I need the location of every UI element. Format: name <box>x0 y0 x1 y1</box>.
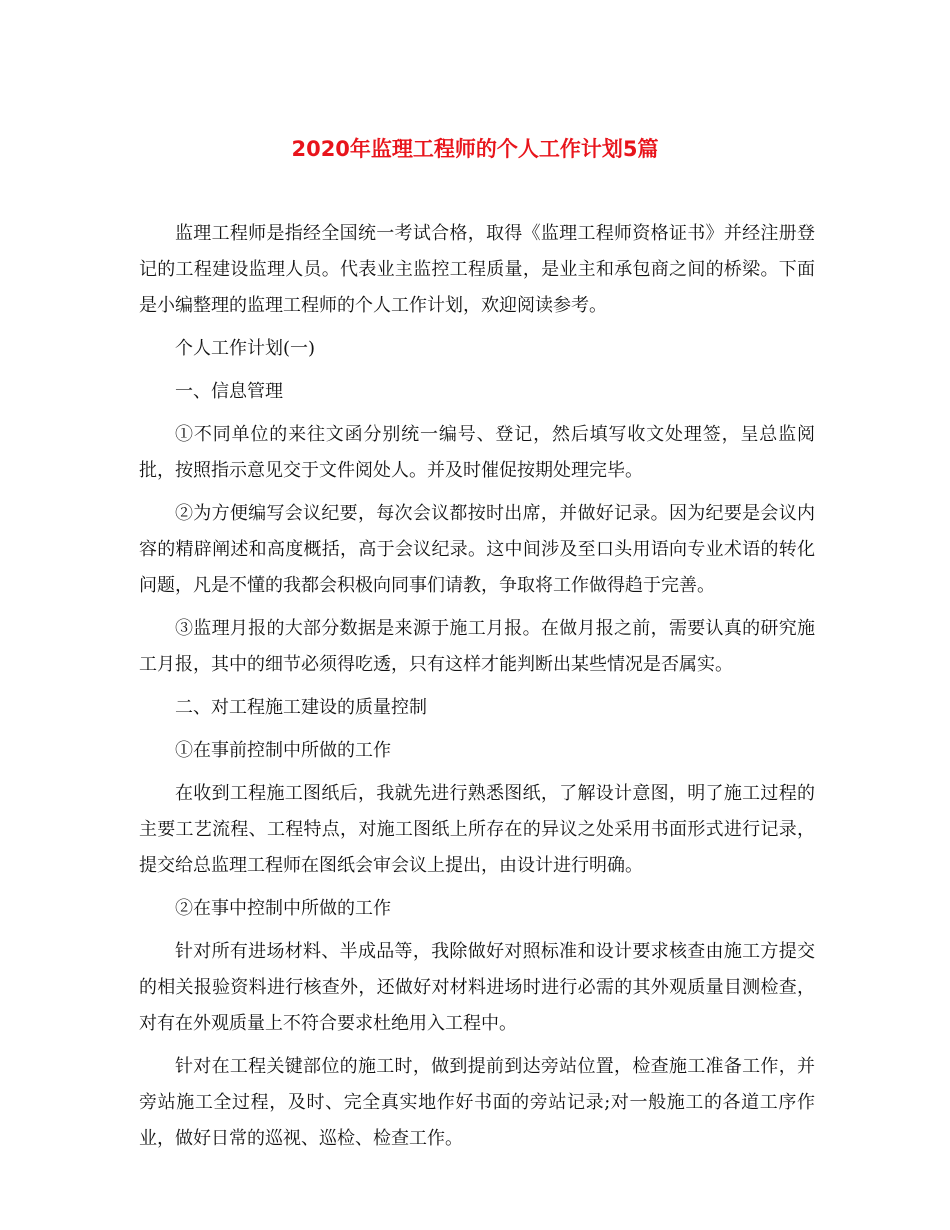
paragraph-info-item-3: ③监理月报的大部分数据是来源于施工月报。在做月报之前，需要认真的研究施工月报，其中的细节必须得吃透，只有这样才能判断出某些情况是否属实。 <box>139 618 815 675</box>
paragraph-section-quality-control: 二、对工程施工建设的质量控制 <box>175 697 427 718</box>
paragraph-section-info-management: 一、信息管理 <box>175 381 283 402</box>
paragraph-in-process-heading: ②在事中控制中所做的工作 <box>175 898 391 919</box>
paragraph-pre-control-body: 在收到工程施工图纸后，我就先进行熟悉图纸，了解设计意图，明了施工过程的主要工艺流程、工程特点，对施工图纸上所存在的异议之处采用书面形式进行记录，提交给总监理工程师在图纸会审会议上提出，由设计进行明确。 <box>139 783 815 876</box>
paragraph-materials-inspection: 针对所有进场材料、半成品等，我除做好对照标准和设计要求核查由施工方提交的相关报验资料进行核查外，还做好对材料进场时进行必需的其外观质量目测检查，对有在外观质量上不符合要求杜绝用入工程中。 <box>139 941 815 1034</box>
document-body <box>139 216 815 1164</box>
paragraph-info-item-2: ②为方便编写会议纪要，每次会议都按时出席，并做好记录。因为纪要是会议内容的精辟阐述和高度概括，高于会议纪录。这中间涉及至口头用语向专业术语的转化问题，凡是不懂的我都会积极向同事们请教，争取将工作做得趋于完善。 <box>139 503 815 596</box>
paragraph-pre-control-heading: ①在事前控制中所做的工作 <box>175 740 391 761</box>
paragraph-plan-heading: 个人工作计划(一) <box>175 338 316 359</box>
document-title: 2020年监理工程师的个人工作计划5篇 <box>291 137 659 161</box>
paragraph-intro: 监理工程师是指经全国统一考试合格，取得《监理工程师资格证书》并经注册登记的工程建设监理人员。代表业主监控工程质量，是业主和承包商之间的桥梁。下面是小编整理的监理工程师的个人工作计划，欢迎阅读参考。 <box>139 223 815 316</box>
paragraph-info-item-1: ①不同单位的来往文函分别统一编号、登记，然后填写收文处理签，呈总监阅批，按照指示意见交于文件阅处人。并及时催促按期处理完毕。 <box>139 424 815 481</box>
paragraph-key-site-supervision: 针对在工程关键部位的施工时，做到提前到达旁站位置，检查施工准备工作，并旁站施工全过程，及时、完全真实地作好书面的旁站记录;对一般施工的各道工序作业，做好日常的巡视、巡检、检查工作。 <box>139 1056 815 1149</box>
